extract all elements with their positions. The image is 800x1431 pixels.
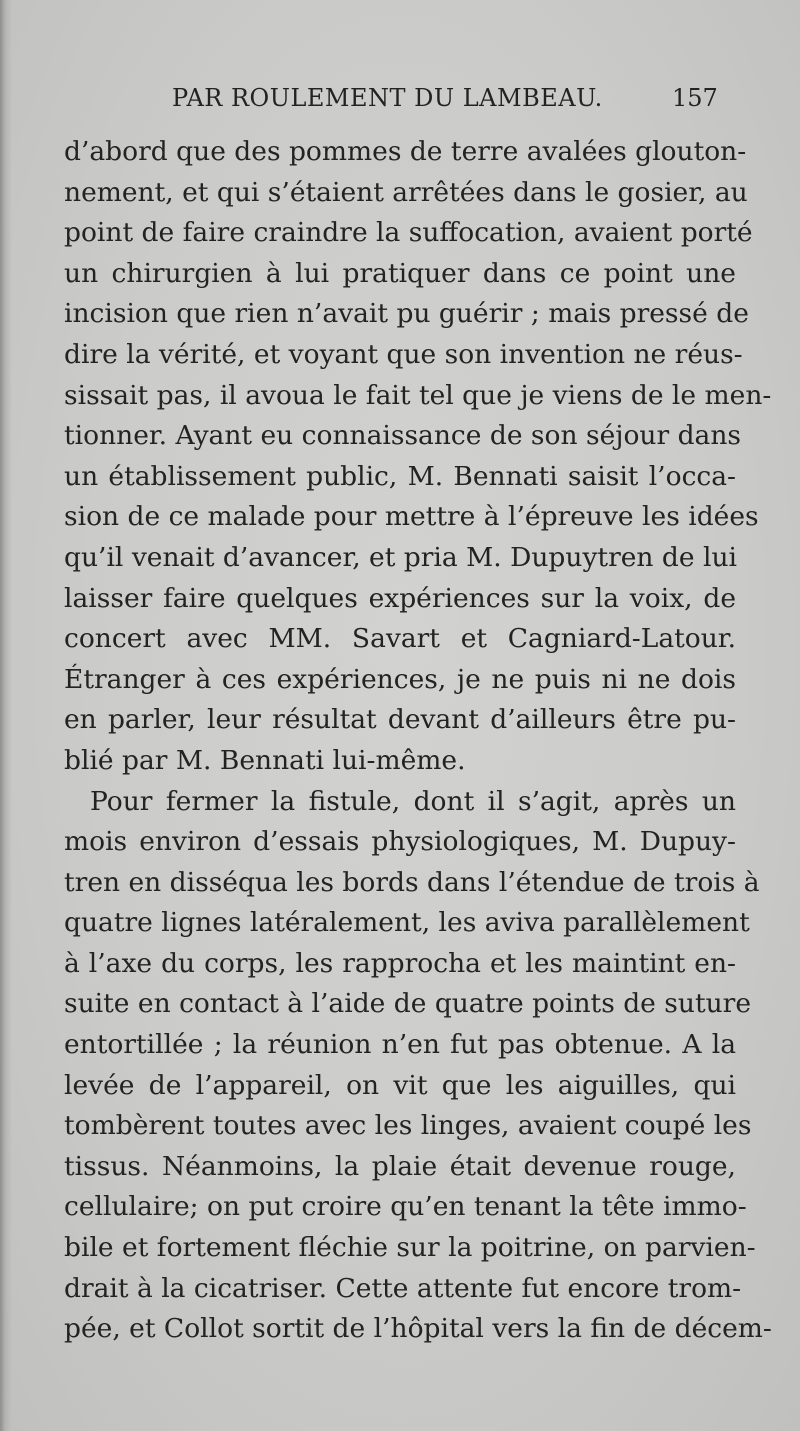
text-line: incision que rien n’avait pu guérir ; mais pressé de	[64, 298, 749, 330]
text-line: qu’il venait d’avancer, et pria M. Dupuytren de lui	[64, 541, 738, 573]
text-line: levée de l’appareil, on vit que les aiguilles, qui	[64, 1069, 736, 1101]
text-line: bile et fortement fléchie sur la poitrine, on parvien-	[64, 1232, 756, 1264]
text-line: Étranger à ces expériences, je ne puis ni ne dois	[64, 663, 736, 695]
text-line: laisser faire quelques expériences sur la voix, de	[64, 582, 736, 614]
text-line: concert avec MM. Savart et Cagniard-Latour.	[64, 623, 736, 655]
text-line: dire la vérité, et voyant que son invention ne réus-	[64, 338, 743, 370]
text-line: nement, et qui s’étaient arrêtées dans le gosier, au	[64, 176, 748, 208]
page-number: 157	[672, 84, 718, 112]
text-line: entortillée ; la réunion n’en fut pas obtenue. A la	[64, 1029, 736, 1061]
text-line: mois environ d’essais physiologiques, M. Dupuy-	[64, 826, 736, 858]
text-line: pée, et Collot sortit de l’hôpital vers la fin de décem-	[64, 1313, 772, 1345]
text-line: suite en contact à l’aide de quatre points de suture	[64, 988, 752, 1020]
page-header	[0, 78, 800, 118]
text-line: à l’axe du corps, les rapprocha et les maintint en-	[64, 947, 736, 979]
paragraph-end-line: blié par M. Bennati lui-même.	[64, 744, 466, 776]
body-text	[64, 132, 772, 1350]
running-head: PAR ROULEMENT DU LAMBEAU.	[172, 84, 603, 112]
binding-edge	[0, 0, 12, 1431]
text-line: tombèrent toutes avec les linges, avaient coupé les	[64, 1110, 752, 1142]
text-line: point de faire craindre la suffocation, avaient porté	[64, 217, 753, 249]
text-line: tren en disséqua les bords dans l’étendue de trois à	[64, 866, 760, 898]
text-line: sion de ce malade pour mettre à l’épreuve les idées	[64, 501, 759, 533]
text-line: cellulaire; on put croire qu’en tenant la tête immo-	[64, 1191, 747, 1223]
text-line: drait à la cicatriser. Cette attente fut encore trom-	[64, 1272, 742, 1304]
text-line: sissait pas, il avoua le fait tel que je viens de le men-	[64, 379, 772, 411]
text-line: un établissement public, M. Bennati saisit l’occa-	[64, 460, 736, 492]
text-line: d’abord que des pommes de terre avalées glouton-	[64, 136, 747, 167]
text-line: un chirurgien à lui pratiquer dans ce point une	[64, 257, 736, 289]
text-line: en parler, leur résultat devant d’ailleurs être pu-	[64, 704, 736, 736]
text-line: tissus. Néanmoins, la plaie était devenue rouge,	[64, 1150, 736, 1182]
paragraph-start-line: Pour fermer la fistule, dont il s’agit, après un	[90, 785, 736, 817]
text-line: tionner. Ayant eu connaissance de son séjour dans	[64, 420, 742, 452]
text-line: quatre lignes latéralement, les aviva parallèlement	[64, 907, 750, 939]
